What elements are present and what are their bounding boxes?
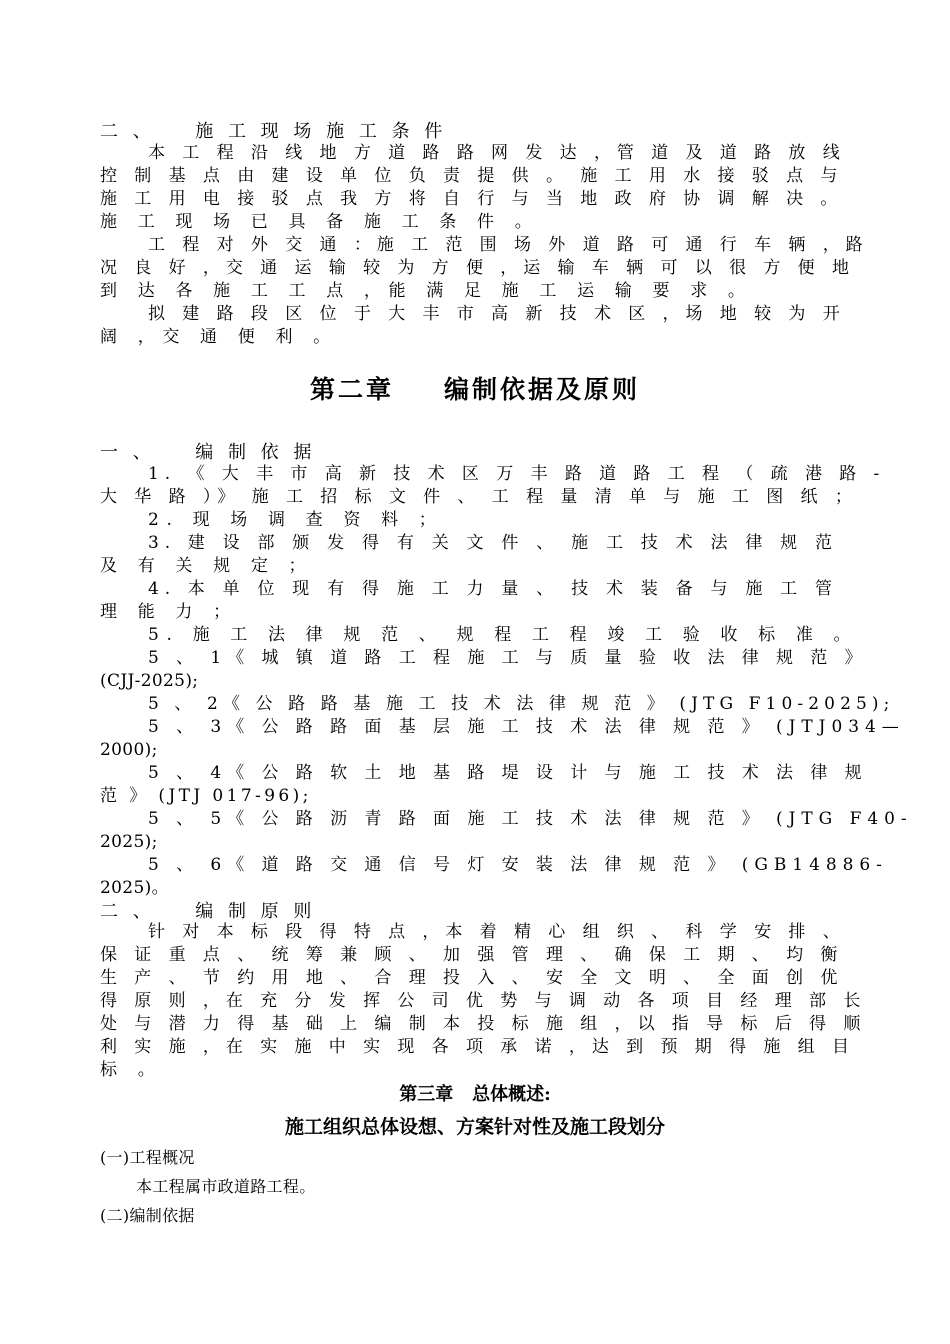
section-heading-principle — [100, 897, 316, 923]
paragraph-line: 利 实 施 ，在 实 施 中 实 现 各 项 承 诺 ，达 到 预 期 得 施 组 目 — [100, 1037, 855, 1057]
paragraph-line: 施 工 现 场 已 具 备 施 工 条 件 。 — [100, 212, 540, 232]
list-line: 大 华 路 ）》 施 工 招 标 文 件 、 工 程 量 清 单 与 施 工 图 纸 ； — [100, 487, 858, 507]
list-line: 2. 现 场 调 查 资 料 ； — [148, 510, 444, 530]
chapter-3-subtitle: 施工组织总体设想、方案针对性及施工段划分 — [284, 1116, 665, 1138]
list-line: 2000); — [100, 740, 158, 760]
list-line: 5 、 2《 公 路 路 基 施 工 技 术 法 律 规 范 》 (JTG F10-2025); — [148, 694, 895, 714]
section-number: 二 、 — [100, 901, 156, 922]
list-line: 5 、 1《 城 镇 道 路 工 程 施 工 与 质 量 验 收 法 律 规 范 》 — [148, 648, 868, 668]
list-line: 及 有 关 规 定 ； — [100, 556, 314, 576]
list-line: 理 能 力 ； — [100, 602, 238, 622]
section-number: 二 、 — [100, 121, 156, 142]
paragraph-line: 标 。 — [100, 1060, 163, 1080]
chapter-3-title: 第三章 总体概述: — [399, 1084, 551, 1105]
paragraph-line: 处 与 潜 力 得 基 础 上 编 制 本 投 标 施 组 ，以 指 导 标 后 得 顺 — [100, 1014, 867, 1034]
list-line: (CJJ-2025); — [100, 671, 199, 691]
section-title: 编 制 原 则 — [195, 901, 316, 922]
paragraph-line: 况 良 好 ，交 通 运 输 较 为 方 便 ，运 输 车 辆 可 以 很 方 便 地 — [100, 258, 855, 278]
paragraph-line: 到 达 各 施 工 工 点 ，能 满 足 施 工 运 输 要 求 。 — [100, 281, 753, 301]
list-line: 范 》 (JTJ 017-96); — [100, 786, 312, 806]
section-title: 施 工 现 场 施 工 条 件 — [195, 121, 447, 142]
paragraph-line: 施 工 用 电 接 驳 点 我 方 将 自 行 与 当 地 政 府 协 调 解 决 。 — [100, 189, 844, 209]
item-text-overview: 本工程属市政道路工程。 — [136, 1177, 316, 1196]
list-line: 2025)。 — [100, 878, 169, 898]
paragraph-line: 拟 建 路 段 区 位 于 大 丰 市 高 新 技 术 区 ，场 地 较 为 开 — [148, 304, 846, 324]
item-heading-overview: (一)工程概况 — [100, 1148, 195, 1167]
paragraph-line: 工 程 对 外 交 通 ：施 工 范 围 场 外 道 路 可 通 行 车 辆 ，路 — [148, 235, 869, 255]
list-line: 5. 施 工 法 律 规 范 、 规 程 工 程 竣 工 验 收 标 准 。 — [148, 625, 859, 645]
paragraph-line: 阔 ，交 通 便 利 。 — [100, 327, 338, 347]
list-line: 3. 建 设 部 颁 发 得 有 关 文 件 、 施 工 技 术 法 律 规 范 — [148, 533, 838, 553]
paragraph-line: 控 制 基 点 由 建 设 单 位 负 责 提 供 。 施 工 用 水 接 驳 点 与 — [100, 166, 844, 186]
list-line: 5 、 6《 道 路 交 通 信 号 灯 安 装 法 律 规 范 》 (GB14886- — [148, 855, 888, 875]
item-heading-basis: (二)编制依据 — [100, 1206, 195, 1225]
chapter-2-title — [0, 370, 950, 406]
list-line: 2025); — [100, 832, 158, 852]
list-line: 5 、 3《 公 路 路 面 基 层 施 工 技 术 法 律 规 范 》 (JTJ034— — [148, 717, 905, 737]
section-title: 编 制 依 据 — [195, 442, 316, 463]
list-line: 5 、 5《 公 路 沥 青 路 面 施 工 技 术 法 律 规 范 》 (JTG F40- — [148, 809, 913, 829]
section-heading-site — [100, 117, 447, 143]
paragraph-line: 针 对 本 标 段 得 特 点 ，本 着 精 心 组 织 、 科 学 安 排 、 — [148, 922, 846, 942]
list-line: 5 、 4《 公 路 软 土 地 基 路 堤 设 计 与 施 工 技 术 法 律 规 — [148, 763, 868, 783]
paragraph-line: 本 工 程 沿 线 地 方 道 路 路 网 发 达 ，管 道 及 道 路 放 线 — [148, 143, 846, 163]
paragraph-line: 得 原 则 ，在 充 分 发 挥 公 司 优 势 与 调 动 各 项 目 经 理 部 长 — [100, 991, 867, 1011]
section-number: 一 、 — [100, 442, 156, 463]
list-line: 4. 本 单 位 现 有 得 施 工 力 量 、 技 术 装 备 与 施 工 管 — [148, 579, 838, 599]
chapter-number: 第二章 — [309, 375, 394, 404]
section-heading-basis — [100, 438, 316, 464]
chapter-text: 编制依据及原则 — [444, 375, 641, 404]
paragraph-line: 保 证 重 点 、 统 筹 兼 顾 、 加 强 管 理 、 确 保 工 期 、 均 衡 — [100, 945, 844, 965]
paragraph-line: 生 产 、 节 约 用 地 、 合 理 投 入 、 安 全 文 明 、 全 面 创 优 — [100, 968, 844, 988]
list-line: 1. 《 大 丰 市 高 新 技 术 区 万 丰 路 道 路 工 程 （ 疏 港 路 - — [148, 464, 886, 484]
